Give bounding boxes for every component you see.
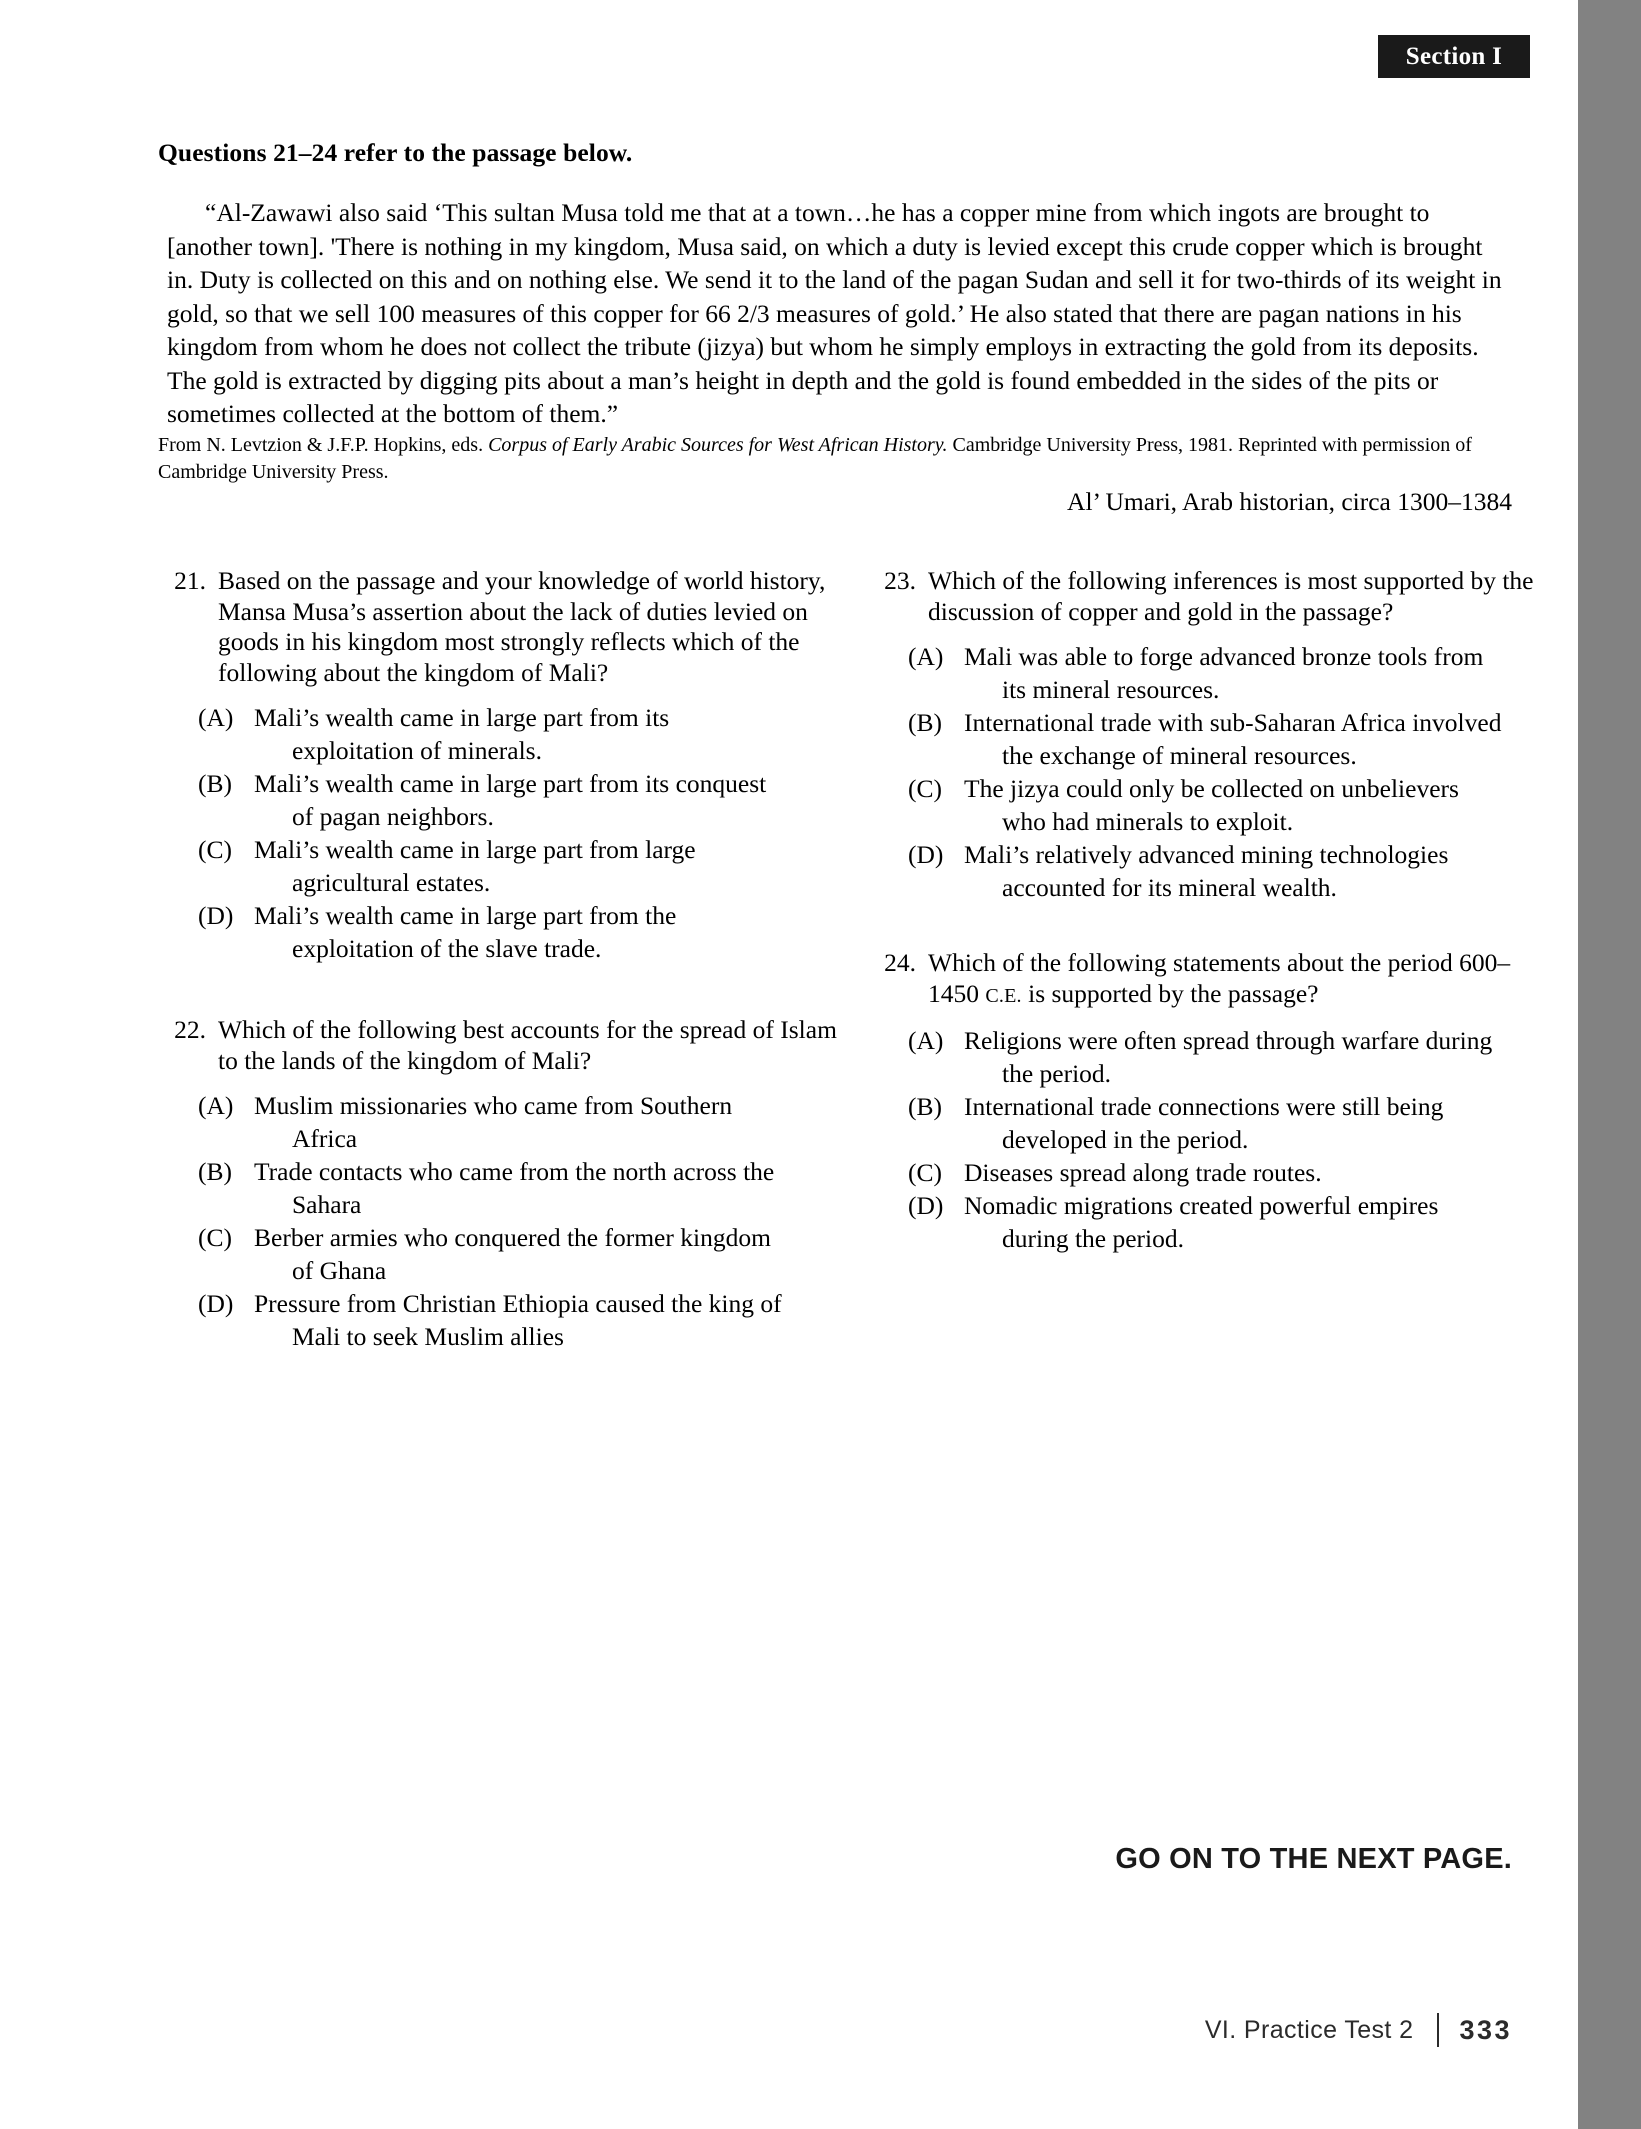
choice-text: Mali’s relatively advanced mining technologies accounted for its mineral wealth. (964, 840, 1449, 902)
citation-prefix: From N. Levtzion & J.F.P. Hopkins, eds. (158, 434, 489, 456)
question-22-number: 22. (174, 1015, 206, 1044)
choice-24-c[interactable] (908, 1156, 1550, 1189)
section-tab (1378, 35, 1530, 78)
go-on-notice: GO ON TO THE NEXT PAGE. (1115, 1843, 1512, 1875)
page-title: Questions 21–24 refer to the passage below. (158, 138, 633, 167)
footer-chapter-label: VI. Practice Test 2 (1204, 2015, 1414, 2044)
question-column-right (870, 566, 1550, 1255)
source-citation (158, 432, 1493, 486)
choice-text: Mali was able to forge advanced bronze tools from its mineral resources. (964, 642, 1484, 704)
choice-22-c[interactable] (198, 1221, 840, 1287)
choice-letter: (D) (198, 1289, 234, 1318)
question-21-number: 21. (174, 566, 206, 595)
citation-title: Corpus of Early Arabic Sources for West African History. (488, 434, 948, 456)
section-tab-label: Section I (1405, 42, 1503, 70)
choice-22-d[interactable] (198, 1287, 840, 1353)
choice-letter: (B) (908, 708, 942, 737)
question-21-text: Based on the passage and your knowledge of world history, Mansa Musa’s assertion about the lack of duties levied on goods in his kingdom most strongly reflects which of the following about the kingdom of Mali? (218, 566, 826, 687)
choice-text: Mali’s wealth came in large part from the exploitation of the slave trade. (254, 901, 677, 963)
question-23-choices (870, 640, 1550, 904)
choice-letter: (B) (198, 769, 232, 798)
choice-24-d[interactable] (908, 1189, 1550, 1255)
question-24-text: Which of the following statements about the period 600–1450 C.E. is supported by the passage? (928, 948, 1511, 1008)
question-23-stem (870, 566, 1550, 627)
choice-22-b[interactable] (198, 1155, 840, 1221)
question-22-text: Which of the following best accounts for the spread of Islam to the lands of the kingdom of Mali? (218, 1015, 837, 1075)
choice-text: The jizya could only be collected on unbelievers who had minerals to exploit. (964, 774, 1459, 836)
question-22-stem (160, 1015, 840, 1076)
choice-23-a[interactable] (908, 640, 1550, 706)
choice-22-a[interactable] (198, 1089, 840, 1155)
choice-letter: (D) (198, 901, 234, 930)
question-spacer (160, 965, 840, 1015)
question-21 (160, 566, 840, 965)
question-24 (870, 948, 1550, 1255)
choice-21-b[interactable] (198, 767, 840, 833)
choice-text: Diseases spread along trade routes. (964, 1158, 1322, 1187)
choice-letter: (D) (908, 840, 944, 869)
choice-letter: (A) (908, 642, 944, 671)
citation-suffix: Cambridge University Press, 1981. Reprinted with permission of Cambridge University Press. (158, 434, 1472, 483)
choice-text: Muslim missionaries who came from Southern Africa (254, 1091, 733, 1153)
question-21-choices (160, 701, 840, 965)
choice-23-b[interactable] (908, 706, 1550, 772)
choice-23-c[interactable] (908, 772, 1550, 838)
choice-text: Mali’s wealth came in large part from its conquest of pagan neighbors. (254, 769, 767, 831)
choice-letter: (D) (908, 1191, 944, 1220)
passage-text: “Al-Zawawi also said ‘This sultan Musa told me that at a town…he has a copper mine from which ingots are brought to [another town]. 'There is nothing in my kingdom, Musa said, on which a duty is levied except this crude copper which is brought in. Duty is collected on this and on nothing else. We send it to the land of the pagan Sudan and sell it for two-thirds of its weight in gold, so that we sell 100 measures of this copper for 66 2/3 measures of gold.’ He also stated that there are pagan nations in his kingdom from whom he does not collect the tribute (jizya) but whom he simply employs in extracting the gold from its deposits. The gold is extracted by digging pits about a man’s height in depth and the gold is found embedded in the sides of the pits or sometimes collected at the bottom of them.” (167, 198, 1502, 428)
question-spacer (870, 904, 1550, 948)
question-24-choices (870, 1024, 1550, 1255)
question-23-text: Which of the following inferences is most supported by the discussion of copper and gold in the passage? (928, 566, 1534, 626)
choice-letter: (C) (908, 1158, 942, 1187)
choice-letter: (C) (198, 1223, 232, 1252)
choice-text: Mali’s wealth came in large part from its exploitation of minerals. (254, 703, 670, 765)
choice-text: Religions were often spread through warfare during the period. (964, 1026, 1493, 1088)
page-edge-bar (1578, 0, 1641, 2129)
page-footer (0, 2013, 1512, 2047)
question-22 (160, 1015, 840, 1353)
choice-text: International trade with sub-Saharan Africa involved the exchange of mineral resources. (964, 708, 1502, 770)
passage-attribution: Al’ Umari, Arab historian, circa 1300–1384 (1067, 487, 1512, 516)
era-label: C.E. (985, 984, 1022, 1007)
footer-divider (1437, 2013, 1439, 2047)
choice-24-b[interactable] (908, 1090, 1550, 1156)
choice-letter: (B) (198, 1157, 232, 1186)
choice-letter: (C) (198, 835, 232, 864)
choice-letter: (A) (198, 1091, 234, 1120)
choice-text: Pressure from Christian Ethiopia caused the king of Mali to seek Muslim allies (254, 1289, 782, 1351)
choice-letter: (C) (908, 774, 942, 803)
footer-page-number: 333 (1459, 2014, 1512, 2045)
question-23 (870, 566, 1550, 904)
choice-letter: (A) (198, 703, 234, 732)
choice-21-c[interactable] (198, 833, 840, 899)
choice-23-d[interactable] (908, 838, 1550, 904)
choice-text: Berber armies who conquered the former kingdom of Ghana (254, 1223, 771, 1285)
choice-text: Nomadic migrations created powerful empires during the period. (964, 1191, 1439, 1253)
choice-letter: (B) (908, 1092, 942, 1121)
question-21-stem (160, 566, 840, 688)
choice-24-a[interactable] (908, 1024, 1550, 1090)
question-22-choices (160, 1089, 840, 1353)
question-23-number: 23. (884, 566, 916, 595)
question-24-number: 24. (884, 948, 916, 977)
choice-21-a[interactable] (198, 701, 840, 767)
choice-text: Trade contacts who came from the north across the Sahara (254, 1157, 775, 1219)
choice-text: Mali’s wealth came in large part from large agricultural estates. (254, 835, 696, 897)
question-column-left (160, 566, 840, 1353)
choice-text: International trade connections were still being developed in the period. (964, 1092, 1444, 1154)
choice-21-d[interactable] (198, 899, 840, 965)
choice-letter: (A) (908, 1026, 944, 1055)
question-24-stem (870, 948, 1550, 1011)
